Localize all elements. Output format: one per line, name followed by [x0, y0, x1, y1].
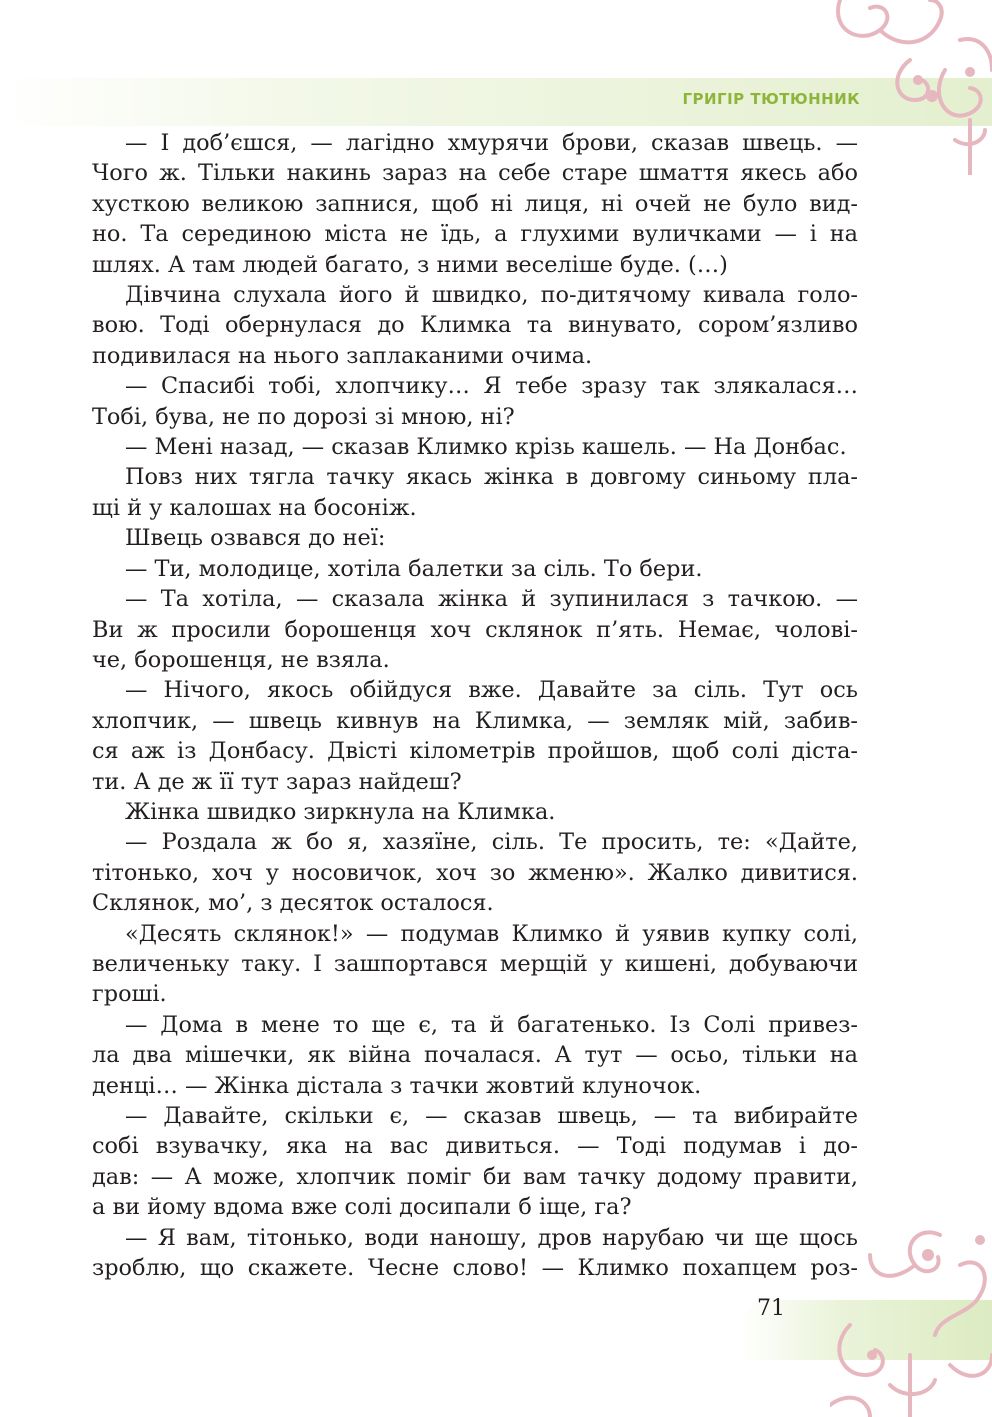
text-line: Дівчина слухала його й швидко, по-дитячому кивала голо-: [125, 282, 858, 309]
text-line: а ви йому вдома вже солі досипали б іще, га?: [92, 1194, 632, 1221]
text-line: зроблю, що скажете. Чесне слово! — Климко похапцем роз-: [92, 1255, 858, 1282]
text-line: вою. Тоді обернулася до Климка та винувато, сором’язливо: [92, 312, 858, 339]
text-line: тітонько, хоч у носовичок, хоч зо жменю». Жалко дивитися.: [92, 859, 858, 886]
text-line: Повз них тягла тачку якась жінка в довгому синьому пла-: [125, 464, 858, 491]
page-number: 71: [757, 1296, 785, 1321]
text-line: гроші.: [92, 981, 167, 1008]
text-line: величеньку таку. І зашпортався мерщій у кишені, добуваючи: [92, 950, 858, 977]
text-line: — Роздала ж бо я, хазяїне, сіль. Те просить, те: «Дайте,: [125, 829, 858, 856]
body-text: [92, 128, 858, 1283]
text-line: — І доб’єшся, — лагідно хмурячи брови, сказав швець. —: [125, 130, 858, 156]
text-line: Чого ж. Тільки накинь зараз на себе старе шмаття якесь або: [92, 160, 858, 187]
text-line: но. Та серединою міста не їдь, а глухими вуличками — і на: [92, 221, 858, 248]
text-line: хусткою великою запнися, щоб ні лиця, ні очей не було вид-: [92, 190, 858, 217]
text-line: Склянок, мо’, з десяток осталося.: [92, 890, 494, 917]
running-header-author: ГРИГІР ТЮТЮННИК: [682, 90, 860, 108]
text-line: собі взувачку, яка на вас дивиться. — Тоді подумав і до-: [92, 1133, 858, 1160]
text-line: подивилася на нього заплаканими очима.: [92, 342, 593, 369]
text-line: — Я вам, тітонько, води наношу, дров нарубаю чи ще щось: [125, 1224, 858, 1251]
text-line: — Ти, молодице, хотіла балетки за сіль. То бери.: [125, 555, 703, 582]
text-line: хлопчик, — швець кивнув на Климка, — земляк мій, забив-: [92, 707, 858, 734]
text-line: ти. А де ж її тут зараз найдеш?: [92, 768, 462, 795]
text-line: дав: — А може, хлопчик поміг би вам тачку додому правити,: [92, 1163, 858, 1190]
text-line: — Спасибі тобі, хлопчику… Я тебе зразу так злякалася…: [125, 373, 858, 400]
text-line: ся аж із Донбасу. Двісті кілометрів пройшов, щоб солі діста-: [92, 738, 858, 765]
text-line: Тобі, бува, не по дорозі зі мною, ні?: [92, 403, 515, 430]
text-line: — Мені назад, — сказав Климко крізь кашель. — На Донбас.: [125, 434, 847, 461]
text-line: Ви ж просили борошенця хоч склянок п’ять. Немає, чолові-: [92, 616, 858, 643]
text-line: че, борошенця, не взяла.: [92, 646, 390, 673]
text-line: денці… — Жінка дістала з тачки жовтий клуночок.: [92, 1072, 702, 1099]
text-line: «Десять склянок!» — подумав Климко й уявив купку солі,: [125, 920, 858, 947]
text-line: Жінка швидко зиркнула на Климка.: [125, 798, 556, 825]
text-line: — Нічого, якось обійдуся вже. Давайте за сіль. Тут ось: [125, 677, 858, 704]
text-line: — Та хотіла, — сказала жінка й зупинилася з тачкою. —: [125, 586, 858, 613]
text-line: шлях. А там людей багато, з ними веселіше буде. (…): [92, 251, 728, 278]
floral-ornament-icon: [830, 1215, 992, 1417]
text-line: Швець озвався до неї:: [125, 525, 386, 552]
text-line: — Дома в мене то ще є, та й багатенько. Із Солі привез-: [125, 1011, 858, 1038]
text-line: ла два мішечки, як війна почалася. А тут — осьо, тільки на: [92, 1042, 858, 1069]
text-line: щі й у калошах на босоніж.: [92, 494, 417, 521]
text-line: — Давайте, скільки є, — сказав швець, — та вибирайте: [125, 1103, 858, 1129]
